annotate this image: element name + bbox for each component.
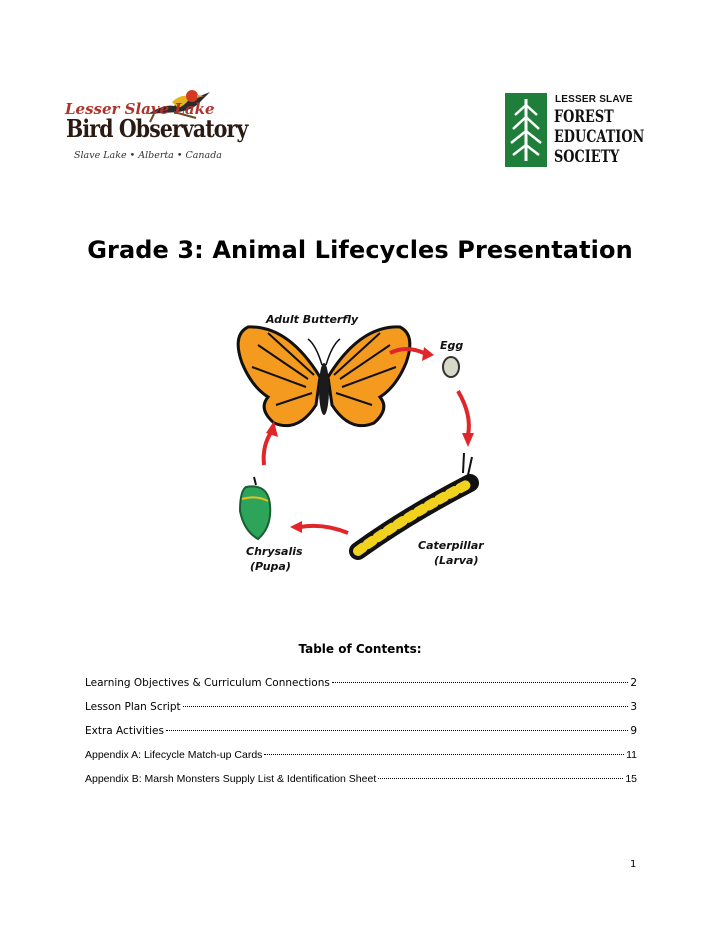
logo-right-line1: LESSER SLAVE [555,94,633,105]
chrysalis-label: Chrysalis [246,545,303,558]
caterpillar-label: Caterpillar [418,539,484,552]
logo-line1: Lesser Slave Lake [65,100,215,118]
toc-entry[interactable] [85,701,637,725]
logo-right-line3: EDUCATION [554,127,645,146]
chrysalis-image [240,477,270,539]
toc-entry-page: 11 [626,749,637,761]
toc-entry[interactable] [85,725,637,749]
toc-entry-label: Extra Activities [85,725,164,737]
toc-entry[interactable] [85,677,637,701]
toc-entry-page: 9 [630,725,637,737]
toc-entry-page: 2 [630,677,637,689]
toc-entry[interactable] [85,749,637,773]
toc-entry-page: 15 [625,773,637,785]
page-number: 1 [630,859,637,870]
caterpillar-image [358,453,472,551]
egg-label: Egg [440,339,464,352]
dot-leader [183,706,629,707]
pupa-label: (Pupa) [250,560,291,573]
logo-right-line4: SOCIETY [554,147,620,166]
toc-entry-label: Learning Objectives & Curriculum Connections [85,677,330,689]
logo-line2: Bird Observatory [66,114,248,143]
tree-icon [505,93,547,167]
dot-leader [332,682,628,683]
adult-butterfly-label: Adult Butterfly [266,313,359,326]
toc-entry-label: Appendix B: Marsh Monsters Supply List & Identification Sheet [85,773,377,785]
toc-entry-label: Lesson Plan Script [85,701,181,713]
dot-leader [378,778,623,779]
logo-right-line2: FOREST [554,107,614,126]
toc-entry[interactable] [85,773,637,797]
toc-entry-label: Appendix A: Lifecycle Match-up Cards [85,749,263,761]
forest-education-logo [505,91,665,171]
table-of-contents [85,677,637,797]
bird-observatory-logo [60,84,248,170]
page-title: Grade 3: Animal Lifecycles Presentation [87,236,633,264]
lifecycle-diagram [228,305,498,585]
butterfly-image [238,327,410,426]
dot-leader [264,754,624,755]
toc-entry-page: 3 [630,701,637,713]
larva-label: (Larva) [434,554,479,567]
egg-image [443,357,459,377]
dot-leader [166,730,628,731]
toc-heading: Table of Contents: [298,642,422,656]
logo-line3: Slave Lake • Alberta • Canada [74,150,222,161]
